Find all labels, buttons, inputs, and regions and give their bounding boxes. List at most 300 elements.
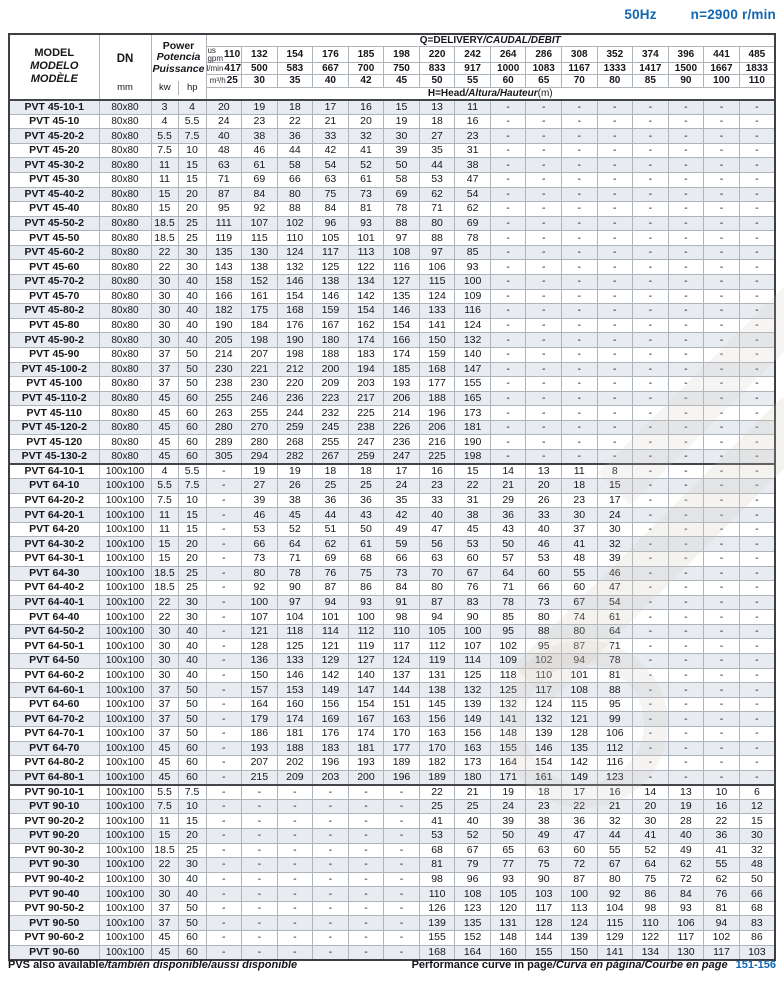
head-cell: 65 xyxy=(490,843,526,858)
table-row xyxy=(9,712,775,727)
unit-value-cell xyxy=(348,75,384,87)
head-cell: - xyxy=(668,756,704,771)
head-cell: 55 xyxy=(561,566,597,581)
head-cell: - xyxy=(704,158,740,173)
head-cell: - xyxy=(561,275,597,290)
model-cell: PVT 64-80-1 xyxy=(9,770,99,785)
head-cell: 220 xyxy=(277,377,313,392)
head-cell: 16 xyxy=(348,100,384,115)
head-cell: 87 xyxy=(206,187,242,202)
head-cell: 177 xyxy=(384,741,420,756)
hp-cell: 25 xyxy=(178,581,206,596)
table-row xyxy=(9,931,775,946)
head-cell: - xyxy=(384,858,420,873)
head-cell: 163 xyxy=(455,741,491,756)
unit-value-cell xyxy=(277,63,313,75)
unit-value: 80 xyxy=(609,75,621,87)
head-cell: - xyxy=(739,362,775,377)
head-cell: 12 xyxy=(739,799,775,814)
head-cell: - xyxy=(597,172,633,187)
head-cell: 255 xyxy=(206,391,242,406)
dn-cell: 100x100 xyxy=(99,887,151,902)
head-cell: 62 xyxy=(419,187,455,202)
dn-cell: 80x80 xyxy=(99,449,151,464)
head-cell: - xyxy=(313,799,349,814)
head-cell: 188 xyxy=(313,347,349,362)
head-cell: - xyxy=(206,741,242,756)
table-row xyxy=(9,901,775,916)
model-cell: PVT 45-130-2 xyxy=(9,449,99,464)
head-cell: 51 xyxy=(313,522,349,537)
head-cell: - xyxy=(668,654,704,669)
unit-value-cell xyxy=(739,47,775,63)
head-cell: 25 xyxy=(313,479,349,494)
head-cell: 200 xyxy=(348,770,384,785)
unit-value-cell xyxy=(277,47,313,63)
head-cell: - xyxy=(597,347,633,362)
table-row xyxy=(9,172,775,187)
hp-cell: 50 xyxy=(178,697,206,712)
head-cell: - xyxy=(704,333,740,348)
unit-value: 132 xyxy=(250,49,268,60)
hp-cell: 50 xyxy=(178,683,206,698)
head-cell: 132 xyxy=(455,683,491,698)
head-cell: 100 xyxy=(455,275,491,290)
head-cell: - xyxy=(597,333,633,348)
delivery-title xyxy=(206,34,775,47)
head-cell: - xyxy=(490,289,526,304)
unit-value-cell xyxy=(313,75,349,87)
kw-cell: 11 xyxy=(151,522,178,537)
model-cell: PVT 90-30 xyxy=(9,858,99,873)
head-cell: - xyxy=(490,347,526,362)
head-cell: 95 xyxy=(597,697,633,712)
dn-cell: 80x80 xyxy=(99,435,151,450)
head-cell: - xyxy=(668,100,704,115)
head-cell: 155 xyxy=(419,931,455,946)
model-cell: PVT 90-10 xyxy=(9,799,99,814)
head-cell: - xyxy=(704,683,740,698)
head-cell: - xyxy=(526,318,562,333)
model-column-header xyxy=(9,34,99,100)
head-cell: 245 xyxy=(313,420,349,435)
head-cell: 179 xyxy=(242,712,278,727)
head-cell: - xyxy=(739,464,775,479)
head-cell: - xyxy=(633,726,669,741)
head-cell: 76 xyxy=(704,887,740,902)
head-cell: 294 xyxy=(242,449,278,464)
kw-cell: 45 xyxy=(151,945,178,960)
head-cell: - xyxy=(348,901,384,916)
head-cell: - xyxy=(384,945,420,960)
table-row xyxy=(9,799,775,814)
head-cell: - xyxy=(668,595,704,610)
head-cell: 93 xyxy=(348,595,384,610)
head-cell: - xyxy=(633,377,669,392)
head-cell: 23 xyxy=(561,493,597,508)
head-cell: 32 xyxy=(597,814,633,829)
unit-value: 176 xyxy=(322,49,339,60)
head-cell: 87 xyxy=(313,581,349,596)
head-cell: 19 xyxy=(384,114,420,129)
kw-cell: 30 xyxy=(151,333,178,348)
hp-cell: 60 xyxy=(178,391,206,406)
head-cell: 36 xyxy=(277,129,313,144)
head-cell: - xyxy=(206,726,242,741)
unit-value: 25 xyxy=(226,75,238,87)
unit-value: 100 xyxy=(713,75,730,87)
kw-cell: 18.5 xyxy=(151,566,178,581)
unit-label: l/min xyxy=(206,63,224,73)
head-cell: 103 xyxy=(526,887,562,902)
unit-value: 70 xyxy=(573,75,585,87)
head-cell: 147 xyxy=(348,683,384,698)
head-cell: 108 xyxy=(384,245,420,260)
head-cell: 76 xyxy=(455,581,491,596)
head-cell: 159 xyxy=(313,304,349,319)
head-cell: - xyxy=(668,245,704,260)
unit-value: 286 xyxy=(535,49,553,60)
head-cell: 61 xyxy=(242,158,278,173)
head-cell: 17 xyxy=(313,100,349,115)
dn-cell: 100x100 xyxy=(99,479,151,494)
hp-cell: 40 xyxy=(178,639,206,654)
table-row xyxy=(9,304,775,319)
head-cell: - xyxy=(206,872,242,887)
head-cell: 93 xyxy=(490,872,526,887)
head-cell: 64 xyxy=(597,624,633,639)
head-cell: - xyxy=(739,333,775,348)
dn-cell: 100x100 xyxy=(99,814,151,829)
head-cell: - xyxy=(739,522,775,537)
dn-cell: 80x80 xyxy=(99,304,151,319)
head-cell: 63 xyxy=(206,158,242,173)
head-cell: - xyxy=(561,158,597,173)
model-cell: PVT 90-40 xyxy=(9,887,99,902)
head-cell: - xyxy=(561,449,597,464)
head-cell: 87 xyxy=(561,639,597,654)
unit-value-cell xyxy=(313,47,349,63)
head-cell: - xyxy=(242,916,278,931)
head-cell: 62 xyxy=(704,872,740,887)
dn-cell: 80x80 xyxy=(99,289,151,304)
model-cell: PVT 90-50 xyxy=(9,916,99,931)
model-cell: PVT 45-10-1 xyxy=(9,100,99,115)
head-cell: - xyxy=(242,887,278,902)
head-cell: - xyxy=(206,610,242,625)
head-cell: 105 xyxy=(313,231,349,246)
head-cell: 182 xyxy=(206,304,242,319)
kw-cell: 15 xyxy=(151,537,178,552)
head-cell: 78 xyxy=(490,595,526,610)
hp-cell: 60 xyxy=(178,756,206,771)
hp-cell: 15 xyxy=(178,814,206,829)
kw-cell: 30 xyxy=(151,289,178,304)
unit-value: 1417 xyxy=(639,63,662,75)
kw-cell: 37 xyxy=(151,362,178,377)
head-cell: - xyxy=(313,814,349,829)
head-cell: - xyxy=(206,537,242,552)
head-cell: 92 xyxy=(242,581,278,596)
head-cell: 87 xyxy=(419,595,455,610)
head-cell: - xyxy=(561,362,597,377)
head-cell: 104 xyxy=(277,610,313,625)
kw-cell: 7.5 xyxy=(151,143,178,158)
head-cell: 225 xyxy=(419,449,455,464)
head-cell: - xyxy=(704,493,740,508)
head-cell: - xyxy=(633,260,669,275)
head-cell: 125 xyxy=(455,668,491,683)
head-cell: - xyxy=(490,187,526,202)
head-cell: 97 xyxy=(384,231,420,246)
head-cell: 97 xyxy=(419,245,455,260)
unit-value: 917 xyxy=(464,63,481,75)
head-cell: - xyxy=(633,668,669,683)
head-cell: 50 xyxy=(384,158,420,173)
head-cell: - xyxy=(597,275,633,290)
head-cell: 193 xyxy=(348,756,384,771)
table-row xyxy=(9,435,775,450)
head-cell: - xyxy=(668,522,704,537)
head-cell: 117 xyxy=(704,945,740,960)
head-cell: 135 xyxy=(384,289,420,304)
head-cell: 73 xyxy=(348,187,384,202)
head-cell: - xyxy=(561,318,597,333)
footer-right-italic: /Curva en página/Courbe en page xyxy=(552,959,728,971)
head-cell: 35 xyxy=(419,143,455,158)
head-cell: 25 xyxy=(419,799,455,814)
head-cell: - xyxy=(384,901,420,916)
head-cell: - xyxy=(704,464,740,479)
head-cell: - xyxy=(206,887,242,902)
head-cell: 205 xyxy=(206,333,242,348)
kw-cell: 45 xyxy=(151,756,178,771)
head-cell: 20 xyxy=(526,479,562,494)
unit-value-cell xyxy=(739,63,775,75)
head-cell: - xyxy=(704,581,740,596)
dn-cell: 80x80 xyxy=(99,231,151,246)
hp-cell: 60 xyxy=(178,945,206,960)
table-row xyxy=(9,158,775,173)
hp-cell: 15 xyxy=(178,172,206,187)
unit-value-cell xyxy=(490,47,526,63)
footer-right-bold: Performance curve in page xyxy=(411,959,553,971)
head-cell: 175 xyxy=(242,304,278,319)
unit-value-cell xyxy=(704,75,740,87)
head-cell: 50 xyxy=(739,872,775,887)
head-cell: 95 xyxy=(206,202,242,217)
head-cell: 20 xyxy=(633,799,669,814)
head-cell: - xyxy=(384,931,420,946)
head-cell: 22 xyxy=(704,814,740,829)
head-cell: 270 xyxy=(242,420,278,435)
unit-value-cell xyxy=(597,47,633,63)
head-cell: - xyxy=(561,245,597,260)
head-cell: 78 xyxy=(384,202,420,217)
hp-cell: 30 xyxy=(178,858,206,873)
head-cell: - xyxy=(704,406,740,421)
head-cell: 50 xyxy=(490,537,526,552)
table-row xyxy=(9,100,775,115)
head-cell: 206 xyxy=(419,420,455,435)
head-cell: - xyxy=(704,639,740,654)
head-cell: 92 xyxy=(242,202,278,217)
unit-value: 220 xyxy=(428,49,446,60)
dn-label: DN xyxy=(116,52,134,65)
table-row xyxy=(9,624,775,639)
head-cell: - xyxy=(704,522,740,537)
head-cell: 16 xyxy=(455,114,491,129)
head-cell: 122 xyxy=(348,260,384,275)
head-cell: 59 xyxy=(384,537,420,552)
head-cell: 78 xyxy=(597,654,633,669)
kw-cell: 45 xyxy=(151,931,178,946)
head-cell: - xyxy=(526,362,562,377)
head-cell: 19 xyxy=(242,100,278,115)
head-cell: - xyxy=(633,508,669,523)
head-cell: - xyxy=(668,726,704,741)
head-cell: - xyxy=(206,712,242,727)
head-cell: - xyxy=(597,377,633,392)
head-cell: - xyxy=(277,887,313,902)
head-cell: - xyxy=(490,216,526,231)
head-cell: 259 xyxy=(277,420,313,435)
head-cell: 66 xyxy=(277,172,313,187)
head-cell: - xyxy=(704,668,740,683)
head-cell: 43 xyxy=(348,508,384,523)
head-cell: 132 xyxy=(455,333,491,348)
kw-cell: 37 xyxy=(151,712,178,727)
head-cell: - xyxy=(668,391,704,406)
unit-value: 750 xyxy=(393,63,410,75)
head-cell: - xyxy=(668,479,704,494)
dn-cell: 80x80 xyxy=(99,333,151,348)
head-cell: - xyxy=(206,581,242,596)
unit-value: 30 xyxy=(253,75,265,87)
head-cell: - xyxy=(526,172,562,187)
head-cell: - xyxy=(561,143,597,158)
head-cell: - xyxy=(739,347,775,362)
head-cell: 26 xyxy=(277,479,313,494)
head-cell: - xyxy=(206,799,242,814)
head-cell: - xyxy=(704,289,740,304)
head-cell: 124 xyxy=(384,654,420,669)
head-cell: 94 xyxy=(313,595,349,610)
head-cell: - xyxy=(739,624,775,639)
head-cell: 162 xyxy=(348,318,384,333)
head-cell: 52 xyxy=(277,522,313,537)
head-cell: 72 xyxy=(668,872,704,887)
head-cell: 108 xyxy=(455,887,491,902)
head-cell: 165 xyxy=(455,391,491,406)
head-cell: - xyxy=(739,756,775,771)
head-cell: 100 xyxy=(348,610,384,625)
head-cell: 87 xyxy=(561,872,597,887)
head-cell: - xyxy=(739,566,775,581)
dn-cell: 100x100 xyxy=(99,829,151,844)
head-cell: 99 xyxy=(597,712,633,727)
table-row xyxy=(9,887,775,902)
head-cell: 223 xyxy=(313,391,349,406)
head-cell: - xyxy=(526,143,562,158)
table-row xyxy=(9,129,775,144)
head-cell: - xyxy=(668,143,704,158)
unit-value: 352 xyxy=(606,49,624,60)
hp-cell: 40 xyxy=(178,275,206,290)
head-cell: 61 xyxy=(348,537,384,552)
head-cell: 153 xyxy=(277,683,313,698)
head-cell: 164 xyxy=(242,697,278,712)
kw-cell: 18.5 xyxy=(151,231,178,246)
hp-cell: 40 xyxy=(178,318,206,333)
head-cell: 155 xyxy=(455,377,491,392)
head-cell: - xyxy=(668,464,704,479)
delivery-title-bold: Q=DELIVERY xyxy=(419,35,483,46)
unit-value: 242 xyxy=(464,49,481,60)
head-cell: 18 xyxy=(348,464,384,479)
head-cell: 93 xyxy=(455,260,491,275)
model-cell: PVT 45-50 xyxy=(9,231,99,246)
head-cell: 190 xyxy=(277,333,313,348)
head-cell: 148 xyxy=(490,726,526,741)
head-cell: 138 xyxy=(313,275,349,290)
head-cell: 280 xyxy=(242,435,278,450)
hp-cell: 40 xyxy=(178,624,206,639)
head-cell: 21 xyxy=(455,785,491,800)
head-cell: 13 xyxy=(526,464,562,479)
head-cell: - xyxy=(633,449,669,464)
hp-cell: 5.5 xyxy=(178,464,206,479)
unit-value-cell xyxy=(597,63,633,75)
head-cell: 129 xyxy=(597,931,633,946)
head-cell: 137 xyxy=(384,668,420,683)
head-cell: 94 xyxy=(561,654,597,669)
head-cell: 152 xyxy=(455,931,491,946)
head-cell: - xyxy=(277,916,313,931)
head-cell: 16 xyxy=(704,799,740,814)
head-cell: - xyxy=(206,624,242,639)
dn-cell: 100x100 xyxy=(99,799,151,814)
head-cell: 203 xyxy=(313,770,349,785)
head-cell: 53 xyxy=(526,552,562,567)
power-label-en: Power xyxy=(162,39,195,52)
model-cell: PVT 90-30-2 xyxy=(9,843,99,858)
unit-value: 1667 xyxy=(710,63,733,75)
head-title-unit: (m) xyxy=(537,87,553,99)
head-cell: 47 xyxy=(597,581,633,596)
head-cell: 23 xyxy=(455,129,491,144)
kw-cell: 4 xyxy=(151,464,178,479)
head-cell: 140 xyxy=(348,668,384,683)
unit-value: 1833 xyxy=(745,63,768,75)
head-cell: 135 xyxy=(455,916,491,931)
hp-cell: 15 xyxy=(178,158,206,173)
head-cell: - xyxy=(561,187,597,202)
head-cell: 18 xyxy=(313,464,349,479)
head-cell: - xyxy=(633,712,669,727)
head-cell: - xyxy=(704,449,740,464)
head-cell: - xyxy=(668,508,704,523)
unit-value-cell xyxy=(704,63,740,75)
unit-value-cell xyxy=(668,47,704,63)
head-cell: 98 xyxy=(384,610,420,625)
head-cell: 232 xyxy=(313,406,349,421)
frequency-label: 50Hz xyxy=(624,7,657,22)
head-cell: 180 xyxy=(455,770,491,785)
head-cell: 32 xyxy=(348,129,384,144)
table-row xyxy=(9,508,775,523)
head-cell: - xyxy=(633,756,669,771)
